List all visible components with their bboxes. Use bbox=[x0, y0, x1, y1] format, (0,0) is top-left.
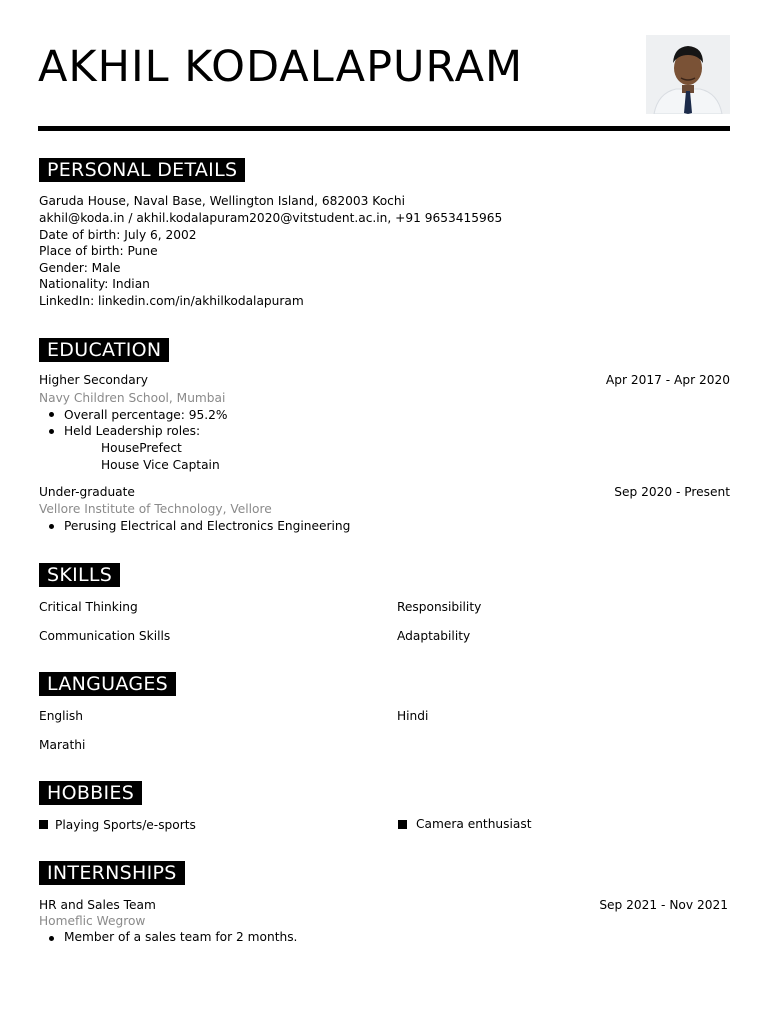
hobby-item: Camera enthusiast bbox=[416, 817, 532, 831]
education-detail: Held Leadership roles: bbox=[64, 424, 201, 438]
square-bullet-icon bbox=[398, 820, 407, 829]
education-detail: Perusing Electrical and Electronics Engineering bbox=[64, 519, 351, 533]
education-school: Vellore Institute of Technology, Vellore bbox=[39, 502, 272, 516]
education-title: Higher Secondary bbox=[39, 373, 148, 387]
address: Garuda House, Naval Base, Wellington Island, 682003 Kochi bbox=[39, 194, 405, 208]
education-dates: Sep 2020 - Present bbox=[614, 485, 730, 499]
skill-item: Adaptability bbox=[397, 629, 471, 643]
education-subdetail: House Vice Captain bbox=[101, 458, 220, 472]
bullet-icon bbox=[49, 429, 54, 434]
language-item: Marathi bbox=[39, 738, 86, 752]
section-heading-education: EDUCATION bbox=[39, 338, 169, 362]
place-of-birth: Place of birth: Pune bbox=[39, 244, 158, 258]
section-heading-hobbies: HOBBIES bbox=[39, 781, 142, 805]
education-school: Navy Children School, Mumbai bbox=[39, 391, 226, 405]
education-subdetail: HousePrefect bbox=[101, 441, 182, 455]
section-heading-skills: SKILLS bbox=[39, 563, 120, 587]
square-bullet-icon bbox=[39, 820, 48, 829]
internship-company: Homeflic Wegrow bbox=[39, 914, 146, 928]
section-heading-internships: INTERNSHIPS bbox=[39, 861, 185, 885]
internship-dates: Sep 2021 - Nov 2021 bbox=[599, 898, 728, 912]
education-dates: Apr 2017 - Apr 2020 bbox=[605, 373, 730, 387]
internship-detail: Member of a sales team for 2 months. bbox=[64, 930, 298, 944]
candidate-name: AKHIL KODALAPURAM bbox=[38, 42, 524, 92]
education-detail: Overall percentage: 95.2% bbox=[64, 408, 228, 422]
gender: Gender: Male bbox=[39, 261, 121, 275]
language-item: English bbox=[39, 709, 84, 723]
internship-title: HR and Sales Team bbox=[39, 898, 156, 912]
skill-item: Communication Skills bbox=[39, 629, 171, 643]
profile-photo bbox=[646, 35, 730, 114]
header-divider bbox=[38, 126, 730, 131]
section-heading-languages: LANGUAGES bbox=[39, 672, 176, 696]
bullet-icon bbox=[49, 936, 54, 941]
language-item: Hindi bbox=[397, 709, 429, 723]
date-of-birth: Date of birth: July 6, 2002 bbox=[39, 228, 197, 242]
skill-item: Responsibility bbox=[397, 600, 482, 614]
bullet-icon bbox=[49, 412, 54, 417]
contact-info: akhil@koda.in / akhil.kodalapuram2020@vitstudent.ac.in, +91 9653415965 bbox=[39, 211, 503, 225]
hobby-item: Playing Sports/e-sports bbox=[55, 818, 196, 832]
linkedin: LinkedIn: linkedin.com/in/akhilkodalapuram bbox=[39, 294, 304, 308]
section-heading-personal: PERSONAL DETAILS bbox=[39, 158, 245, 182]
bullet-icon bbox=[49, 524, 54, 529]
education-title: Under-graduate bbox=[39, 485, 135, 499]
nationality: Nationality: Indian bbox=[39, 277, 150, 291]
skill-item: Critical Thinking bbox=[39, 600, 138, 614]
